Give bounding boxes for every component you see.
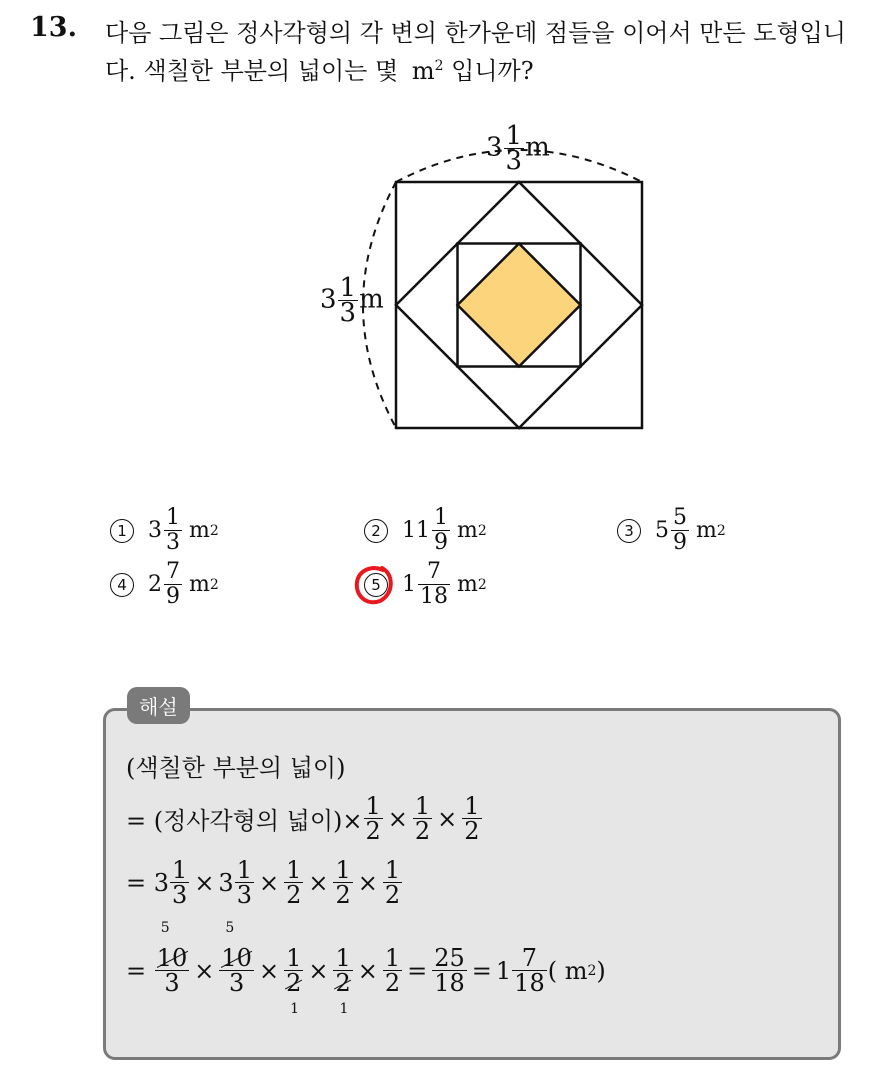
solution-line-4: = 5 10 3 × 5 10 3 × 1 2 1 × 1 2 1 × $\frac{1}{2}$ = $\frac{25}{18}$ = 1 $\frac{7}{18}$ ( m 2 ) <box>126 920 606 1017</box>
question-text <box>105 14 875 90</box>
solution-line-3: = 3 $\frac{1}{3}$ × 3 $\frac{1}{3}$ × $\frac{1}{2}$ × $\frac{1}{2}$ × $\frac{1}{2}$ <box>126 856 401 909</box>
shaded-diamond <box>458 244 581 367</box>
side-length-label: 3 $\frac{1}{3}$ m <box>320 273 384 328</box>
choice-2[interactable]: 2 11 $\frac{1}{9}$ m 2 <box>364 506 487 555</box>
solution-tag: 해설 <box>127 687 190 724</box>
choice-mark-3: 3 <box>617 519 641 543</box>
outer-square <box>396 182 642 428</box>
question-unit: $m^2$ <box>411 57 444 85</box>
choice-mark-1: 1 <box>110 519 134 543</box>
answer-circle-mark <box>352 562 396 606</box>
choice-4[interactable]: 4 2 $\frac{7}{9}$ m 2 <box>110 560 219 609</box>
choice-mark-5: 5 <box>364 573 388 597</box>
choice-mark-2: 2 <box>364 519 388 543</box>
question-body: 다음 그림은 정사각형의 각 변의 한가운데 점들을 이어서 만든 도형입니다. 색칠한 부분의 넓이는 몇 <box>105 19 846 85</box>
choice-3[interactable]: 3 5 $\frac{5}{9}$ m 2 <box>617 506 726 555</box>
solution-line-1: (색칠한 부분의 넓이) <box>126 754 346 782</box>
top-length-label: 3 $\frac{1}{3}$ m <box>486 121 550 176</box>
inner-square <box>458 244 581 367</box>
question-number: 13. <box>30 12 77 43</box>
choice-mark-4: 4 <box>110 573 134 597</box>
first-diamond <box>396 182 642 428</box>
question-tail: 입니까? <box>451 57 534 85</box>
choice-1[interactable]: 1 3 $\frac{1}{3}$ m 2 <box>110 506 219 555</box>
solution-line-2: = (정사각형의 넓이)× $\frac{1}{2}$ × $\frac{1}{2}$ × $\frac{1}{2}$ <box>126 792 480 845</box>
choice-5[interactable]: 5 1 $\frac{7}{18}$ m 2 <box>364 560 487 609</box>
